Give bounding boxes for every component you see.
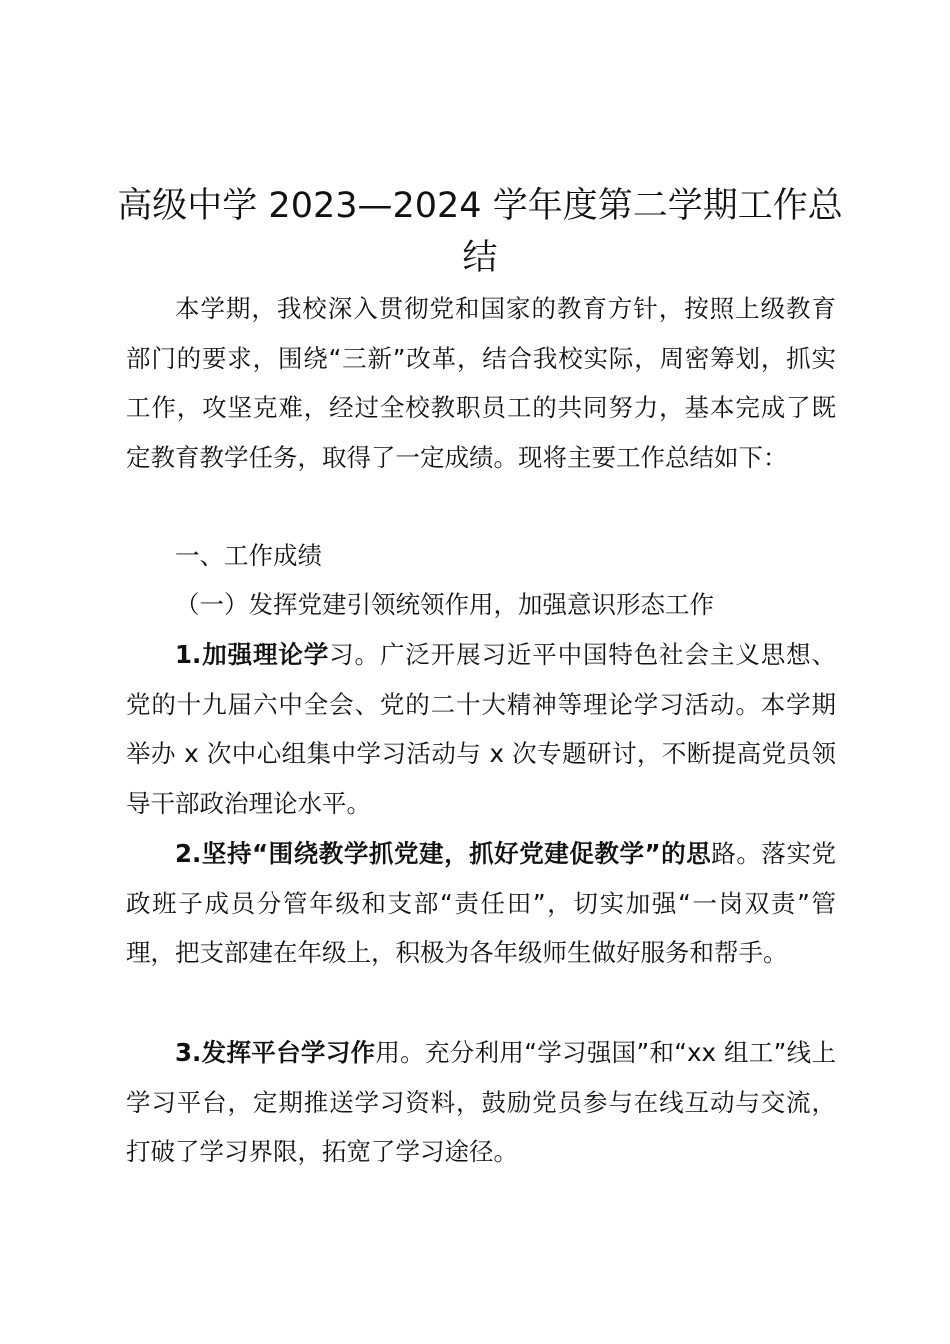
item-paragraph-3 xyxy=(126,1028,836,1177)
subsection-heading: （一）发挥党建引领统领作用，加强意识形态工作 xyxy=(175,590,714,619)
item-text-1: 习。广泛开展习近平中国特色社会主义思想、党的十九届六中全会、党的二十大精神等理论学习活动。本学期举办 x 次中心组集中学习活动与 x 次专题研讨，不断提高党员领导干部政治理论水平。 xyxy=(126,640,836,818)
item-lead-1: 1.加强理论学 xyxy=(175,640,330,669)
item-lead-2: 2.坚持“围绕教学抓党建，抓好党建促教学”的思 xyxy=(175,839,712,868)
item-text-2: 路。落实党政班子成员分管年级和支部“责任田”，切实加强“一岗双责”管理，把支部建在年级上，积极为各年级师生做好服务和帮手。 xyxy=(126,839,837,967)
item-lead-3: 3.发挥平台学习作 xyxy=(175,1038,376,1067)
document-title: 高级中学 2023—2024 学年度第二学期工作总结 xyxy=(117,186,843,278)
item-text-3: 用。充分利用“学习强国”和“xx 组工”线上学习平台，定期推送学习资料，鼓励党员参与在线互动与交流，打破了学习界限，拓宽了学习途径。 xyxy=(126,1038,836,1166)
intro-paragraph: 本学期，我校深入贯彻党和国家的教育方针，按照上级教育部门的要求，围绕“三新”改革，结合我校实际，周密筹划，抓实工作，攻坚克难，经过全校教职员工的共同努力，基本完成了既定教育教学任务，取得了一定成绩。现将主要工作总结如下： xyxy=(126,294,836,472)
item-paragraph-2 xyxy=(126,829,836,978)
item-paragraph-1 xyxy=(126,630,836,828)
section-heading: 一、工作成绩 xyxy=(175,541,322,570)
